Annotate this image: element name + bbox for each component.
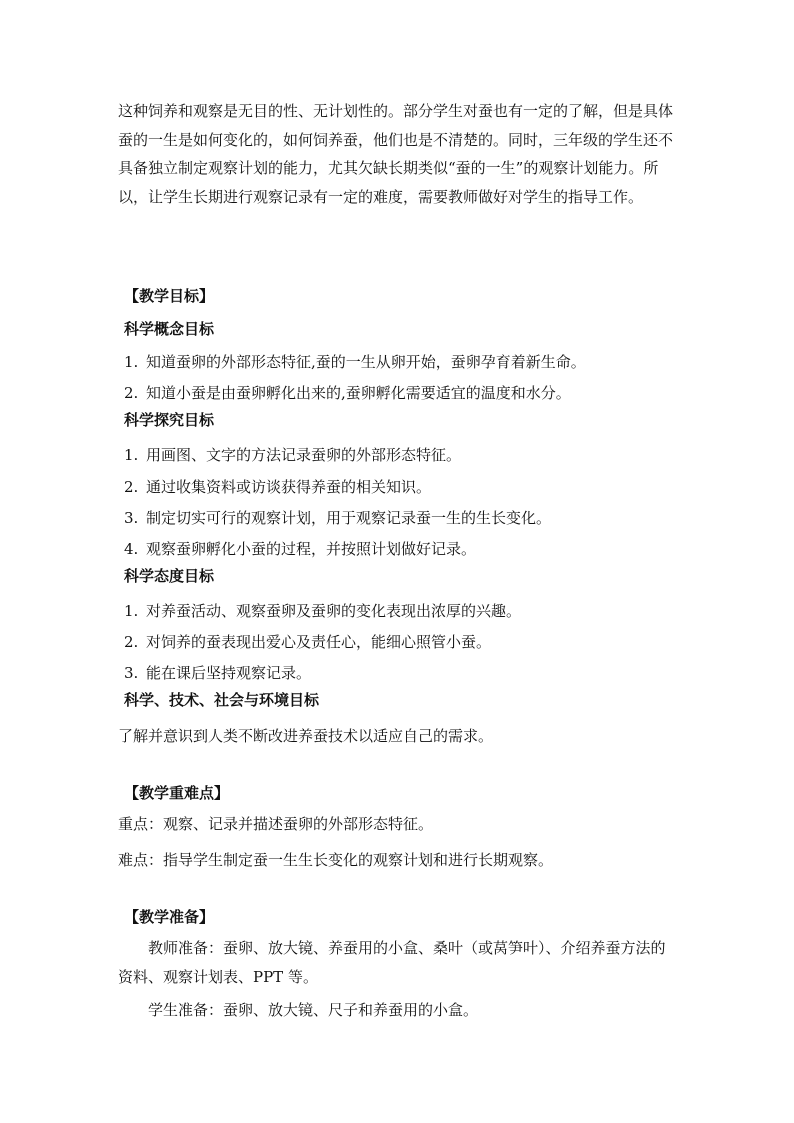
item-text: 知道小蚕是由蚕卵孵化出来的,蚕卵孵化需要适宜的温度和水分。 bbox=[146, 384, 571, 402]
teacher-prep-text: 教师准备：蚕卵、放大镜、养蚕用的小盒、桑叶（或莴笋叶）、介绍养蚕方法的资料、观察计划表、PPT 等。 bbox=[118, 939, 666, 986]
keypoints-title: 【教学重难点】 bbox=[124, 784, 230, 802]
item-number: 3. bbox=[124, 509, 139, 527]
concept-item bbox=[118, 352, 678, 372]
item-text: 对饲养的蚕表现出爱心及责任心，能细心照管小蚕。 bbox=[146, 633, 492, 651]
item-text: 能在课后坚持观察记录。 bbox=[146, 664, 312, 682]
item-number: 3. bbox=[124, 664, 139, 682]
inquiry-title: 科学探究目标 bbox=[124, 411, 215, 429]
preparation-teacher bbox=[118, 934, 678, 991]
attitude-item bbox=[118, 601, 678, 621]
keypoints-section bbox=[118, 782, 678, 803]
attitude-title: 科学态度目标 bbox=[124, 567, 215, 585]
attitude-item bbox=[118, 632, 678, 652]
inquiry-item bbox=[118, 445, 678, 465]
stse-title: 科学、技术、社会与环境目标 bbox=[124, 691, 320, 709]
item-text: 对养蚕活动、观察蚕卵及蚕卵的变化表现出浓厚的兴趣。 bbox=[146, 602, 522, 620]
item-text: 通过收集资料或访谈获得养蚕的相关知识。 bbox=[146, 478, 432, 496]
intro-paragraph bbox=[118, 97, 678, 211]
item-number: 1. bbox=[124, 602, 139, 620]
stse-text-block bbox=[118, 722, 678, 751]
item-text: 知道蚕卵的外部形态特征,蚕的一生从卵开始，蚕卵孕育着新生命。 bbox=[146, 353, 586, 371]
item-number: 2. bbox=[124, 478, 139, 496]
stse-objectives bbox=[118, 689, 678, 710]
student-prep-text: 学生准备：蚕卵、放大镜、尺子和养蚕用的小盒。 bbox=[148, 1001, 479, 1019]
inquiry-item bbox=[118, 539, 678, 559]
keypoints-focus bbox=[118, 810, 678, 839]
preparation-title: 【教学准备】 bbox=[124, 908, 215, 926]
intro-text: 这种饲养和观察是无目的性、无计划性的。部分学生对蚕也有一定的了解，但是具体蚕的一生是如何变化的，如何饲养蚕，他们也是不清楚的。同时，三年级的学生还不具备独立制定观察计划的能力，尤其欠缺长期类似“蚕的一生”的观察计划能力。所以，让学生长期进行观察记录有一定的难度，需要教师做好对学生的指导工作。 bbox=[118, 102, 674, 206]
preparation-section bbox=[118, 906, 678, 927]
concept-title: 科学概念目标 bbox=[124, 320, 215, 338]
inquiry-item bbox=[118, 508, 678, 528]
attitude-item bbox=[118, 663, 678, 683]
focus-text: 重点：观察、记录并描述蚕卵的外部形态特征。 bbox=[118, 815, 434, 833]
item-number: 1. bbox=[124, 353, 139, 371]
difficulty-text: 难点：指导学生制定蚕一生生长变化的观察计划和进行长期观察。 bbox=[118, 851, 554, 869]
stse-text: 了解并意识到人类不断改进养蚕技术以适应自己的需求。 bbox=[118, 727, 494, 745]
keypoints-difficulty bbox=[118, 846, 678, 875]
item-number: 2. bbox=[124, 384, 139, 402]
objectives-title: 【教学目标】 bbox=[124, 287, 215, 305]
item-text: 制定切实可行的观察计划，用于观察记录蚕一生的生长变化。 bbox=[146, 509, 552, 527]
attitude-objectives bbox=[118, 565, 678, 586]
item-number: 4. bbox=[124, 540, 139, 558]
inquiry-objectives bbox=[118, 409, 678, 430]
item-number: 2. bbox=[124, 633, 139, 651]
concept-objectives bbox=[118, 318, 678, 339]
item-number: 1. bbox=[124, 446, 139, 464]
preparation-student bbox=[118, 996, 678, 1025]
concept-item bbox=[118, 383, 678, 403]
item-text: 用画图、文字的方法记录蚕卵的外部形态特征。 bbox=[146, 446, 462, 464]
item-text: 观察蚕卵孵化小蚕的过程，并按照计划做好记录。 bbox=[146, 540, 477, 558]
objectives-section bbox=[118, 285, 678, 306]
inquiry-item bbox=[118, 477, 678, 497]
